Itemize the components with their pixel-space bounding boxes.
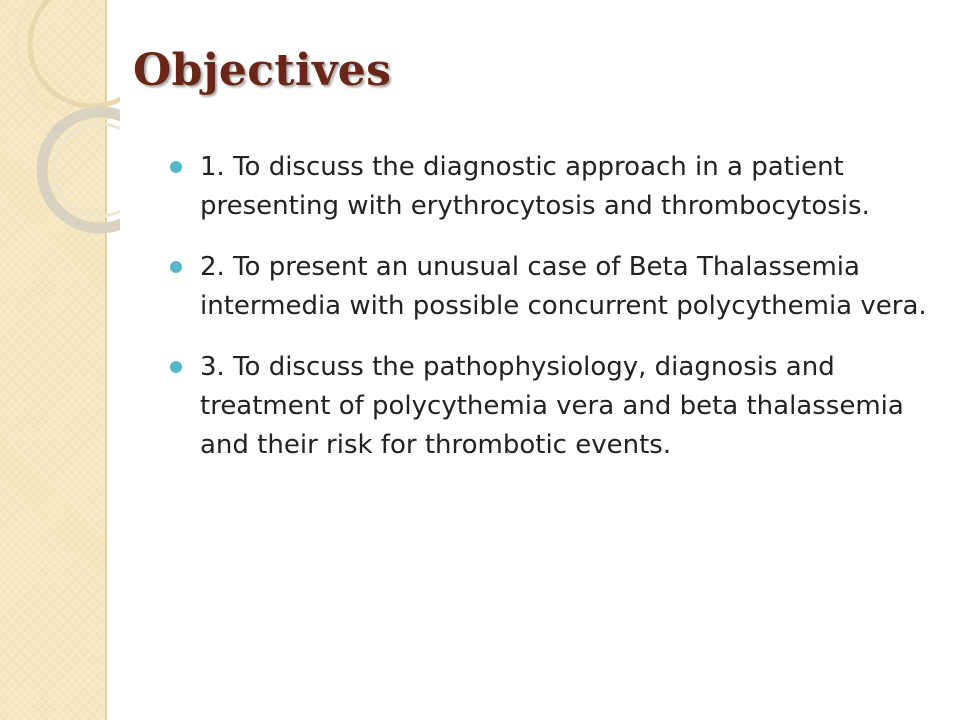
objective-text: 3. To discuss the pathophysiology, diagnosis and treatment of polycythemia vera and beta thalassemia and their risk for thrombotic events.	[200, 352, 904, 460]
bullet-dot-icon	[170, 361, 182, 373]
side-panel	[0, 0, 107, 720]
decorative-arcs-icon	[0, 0, 120, 240]
bullet-dot-icon	[170, 161, 182, 173]
objective-item-2	[170, 248, 930, 326]
slide-title: Objectives	[133, 45, 392, 96]
objective-text: 2. To present an unusual case of Beta Thalassemia intermedia with possible concurrent polycythemia vera.	[200, 252, 927, 321]
objectives-list	[170, 148, 930, 487]
bullet-dot-icon	[170, 261, 182, 273]
objective-item-1	[170, 148, 930, 226]
objective-text: 1. To discuss the diagnostic approach in a patient presenting with erythrocytosis and thrombocytosis.	[200, 152, 870, 221]
objective-item-3	[170, 348, 930, 465]
